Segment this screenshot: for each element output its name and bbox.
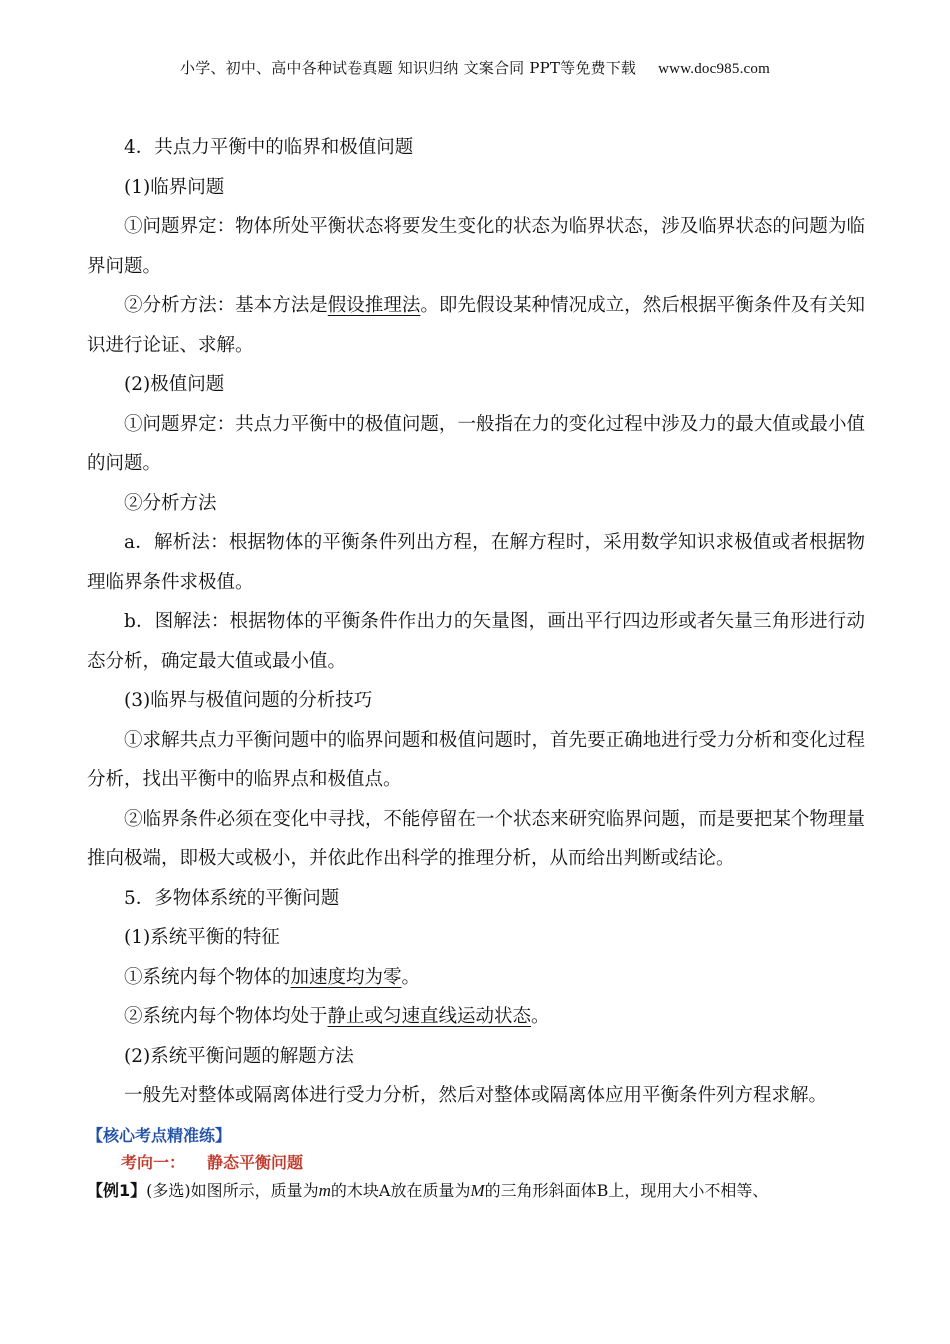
topic-text: 静态平衡问题 <box>207 1153 304 1172</box>
example-tag: 【例1】 <box>87 1181 147 1200</box>
underlined-term: 假设推理法 <box>327 295 421 316</box>
subheading-critical: (1)临界问题 <box>124 176 225 198</box>
paragraph: ①求解共点力平衡问题中的临界问题和极值问题时，首先要正确地进行受力分析和变化过程分析，找出平衡中的临界点和极值点。 <box>87 729 865 790</box>
paragraph: ②分析方法 <box>124 492 217 514</box>
topic-title <box>121 1150 303 1173</box>
underlined-term: 静止或匀速直线运动状态 <box>327 1006 532 1027</box>
heading-4: 4．共点力平衡中的临界和极值问题 <box>124 137 414 158</box>
paragraph: 一般先对整体或隔离体进行受力分析，然后对整体或隔离体应用平衡条件列方程求解。 <box>124 1085 828 1106</box>
example-question: 【例1】(多选)如图所示，质量为m的木块A放在质量为M的三角形斜面体B上，现用大小不相等、 <box>87 1181 769 1200</box>
paragraph: ①问题界定：物体所处平衡状态将要发生变化的状态为临界状态，涉及临界状态的问题为临界问题。 <box>87 216 865 277</box>
paragraph: b．图解法：根据物体的平衡条件作出力的矢量图，画出平行四边形或者矢量三角形进行动态分析，确定最大值或最小值。 <box>87 611 865 672</box>
paragraph: a．解析法：根据物体的平衡条件列出方程，在解方程时，采用数学知识求极值或者根据物理临界条件求极值。 <box>87 532 865 593</box>
mass-M: M <box>470 1181 485 1200</box>
paragraph: ②临界条件必须在变化中寻找，不能停留在一个状态来研究临界问题，而是要把某个物理量推向极端，即极大或极小，并依此作出科学的推理分析，从而给出判断或结论。 <box>87 808 865 869</box>
underlined-term: 加速度均为零 <box>290 966 402 988</box>
paragraph: ②系统内每个物体均处于静止或匀速直线运动状态。 <box>124 1006 550 1027</box>
page-header <box>0 57 950 78</box>
subheading-features: (1)系统平衡的特征 <box>124 927 280 948</box>
section-title: 【核心考点精准练】 <box>87 1126 232 1145</box>
mass-m: m <box>318 1181 331 1200</box>
paragraph: ②分析方法：基本方法是假设推理法。即先假设某种情况成立，然后根据平衡条件及有关知识进行论证、求解。 <box>87 295 865 356</box>
paragraph: ①系统内每个物体的加速度均为零。 <box>124 966 421 988</box>
header-text: 小学、初中、高中各种试卷真题 知识归纳 文案合同 PPT等免费下载 <box>180 59 637 77</box>
paragraph: ①问题界定：共点力平衡中的极值问题，一般指在力的变化过程中涉及力的最大值或最小值的问题。 <box>87 413 865 474</box>
heading-5: 5．多物体系统的平衡问题 <box>124 887 340 909</box>
subheading-extreme: (2)极值问题 <box>124 374 225 395</box>
topic-label: 考向一： <box>121 1153 186 1172</box>
subheading-techniques: (3)临界与极值问题的分析技巧 <box>124 690 373 711</box>
subheading-method: (2)系统平衡问题的解题方法 <box>124 1045 354 1067</box>
header-url[interactable]: www.doc985.com <box>658 61 770 77</box>
document-body <box>87 128 865 1116</box>
